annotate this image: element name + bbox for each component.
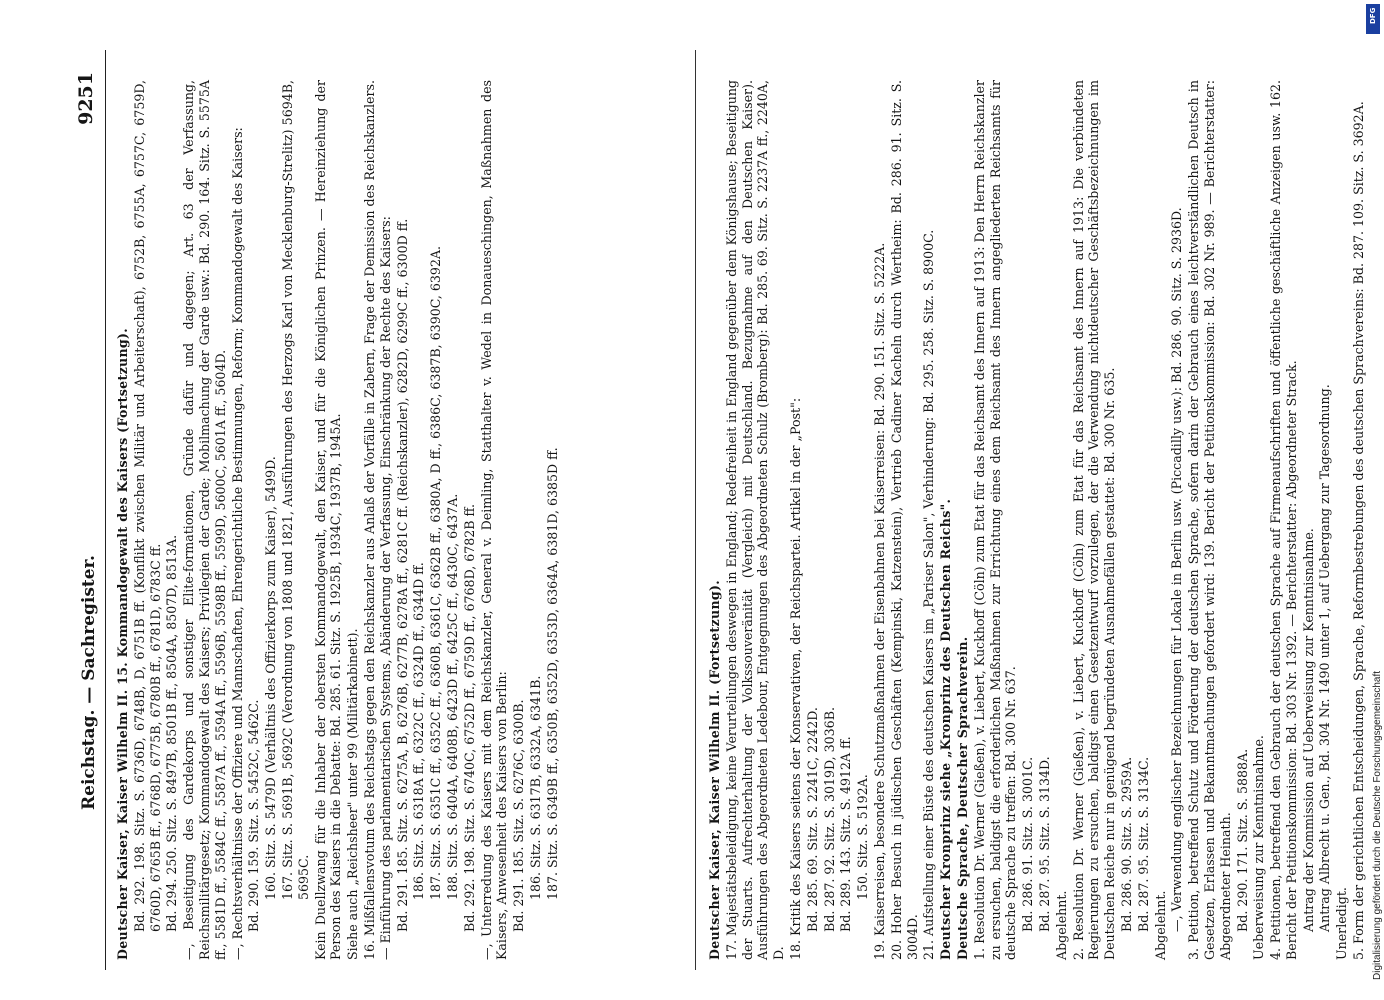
page-number: 9251 [75,72,97,125]
entry-reference: 186. Sitz. S. 6318A ff., 6322C ff., 6324D ff., 6344D ff. [411,562,427,900]
entry-reference: Bd. 290. 171. Sitz. S. 5888A. [1234,748,1250,932]
entry-status: Ueberweisung zur Kenntnisnahme. [1251,735,1267,960]
entry-paragraph: 18. Kritik des Kaisers seitens der Konservativen, der Reichspartei. Artikel in der „Post": [787,397,803,960]
entry-heading: Deutsche Sprache, Deutscher Sprachverein. [954,636,970,960]
entry-paragraph: —, Rechtsverhältnisse der Offiziere und Mannschaften, Ehrengerichtliche Bestimmungen, Reform; Kommandogewalt des Kaisers: [229,127,245,960]
entry-paragraph: 20. Hoher Besuch in jüdischen Geschäften (Kempinski, Katzenstein), Vertrieb Cadiner Kacheln durch Wertheim: Bd. 286. 91. Sitz. S. 3004D. [888,80,920,960]
entry-reference: Bd. 286. 90. Sitz. S. 2959A. [1118,756,1134,932]
entry-reference: Bd. 292. 198. Sitz. S. 6736D, 6748B, D, 6751B ff. (Konflikt zwischen Militär und Arbeiterschaft), 6752B, 6755A, 6757C, 6759D, 6760D, 6765B ff., 6768D, 6775B, 6780B ff., 6781D, 6783C ff. [131,80,163,932]
entry-paragraph: 4. Petitionen, betreffend den Gebrauch der deutschen Sprache auf Firmenaufschriften und öffentliche geschäftliche Anzeigen usw. 162. Bericht der Petitionskommission: Bd. 303 Nr. 1392. — Berichterstatter: Abgeordneter Strack. [1268,80,1299,960]
entry-reference: 187. Sitz. S. 6351C ff., 6352C ff., 6360B, 6361C, 6362B ff., 6380A, D ff., 6386C, 6387B, 6390C, 6392A. [428,245,444,900]
dfg-logo-text: DFG [1369,7,1377,24]
entry-paragraph: —, Beseitigung des Gardekorps und sonstiger Elite-formationen, Gründe dafür und dagegen; Art. 63 der Verfassung, Reichsmilitärgesetz; Kommandogewalt des Kaisers; Privilegien der Garde; Mobilmachung der Garde usw.: Bd. 290. 164. Sitz. S. 5575A ff., 5581D ff., 5584C ff., 5587A ff., 5594A ff., 5596B, 5598B ff., 5599D, 5600C, 5601A ff., 5604D. [181,80,228,960]
entry-reference: Bd. 291. 185. Sitz. S. 6275A, B, 6276B, 6277B, 6278A ff., 6281C ff. (Reichskanzler), 6282D, 6299C ff., 6300D ff. [394,218,410,932]
entry-reference: Bd. 292. 198. Sitz. S. 6740C, 6752D ff., 6759D ff., 6768D, 6782B ff. [461,503,477,932]
entry-reference: Bd. 291. 185. Sitz. S. 6276C, 6300B. [511,699,527,932]
entry-status: Unerledigt. [1334,887,1350,960]
entry-reference: Bd. 294. 250. Sitz. S. 8497B, 8501B ff., 8504A, 8507D, 8513A. [164,534,180,932]
entry-heading: Deutscher Kronprinz siehe „Kronprinz des Deutschen Reichs". [938,498,954,960]
entry-reference: Bd. 287. 95. Sitz. S. 3134C. [1135,756,1151,932]
header-rule [105,50,106,970]
running-title: Reichstag. — Sachregister. [79,555,99,810]
entry-status: Abgelehnt. [1053,890,1069,960]
rotated-page-content [75,50,1367,970]
entry-reference: 188. Sitz. S. 6404A, 6408B, 6423D ff., 6425C ff., 6430C, 6437A. [444,493,460,900]
see-also: Siehe auch „Reichsheer" unter 99 (Militärkabinett). [345,628,361,960]
entry-reference: 160. Sitz. S. 5479D (Verhältnis des Offizierkorps zum Kaiser), 5499D. [263,456,279,900]
entry-paragraph: Kein Duellzwang für die Inhaber der obersten Kommandogewalt, den Kaiser, und für die Königlichen Prinzen. — Hereinziehung der Person des Kaisers in die Debatte: Bd. 285. 61. Sitz. S. 1925B, 1934C, 1937B, 1945A. [312,80,344,960]
entry-reference: 187. Sitz. S. 6349B ff., 6350B, 6352D, 6353D, 6364A, 6381D, 6385D ff. [544,447,560,900]
credit-line [1372,40,1384,980]
entry-heading: Deutscher Kaiser, Kaiser Wilhelm II. (Fortsetzung). [707,580,722,960]
entry-paragraph: Antrag der Kommission auf Ueberweisung zur Kenntnisnahme. [1300,528,1316,932]
entry-paragraph: 16. Mißfallensvotum des Reichstags gegen den Reichskanzler aus Anlaß der Vorfälle in Zabern, Frage der Demission des Reichskanzlers. — Einführung des parlamentarischen Systems, Abänderung der Verfassung, Einschränkung der Rechte des Kaisers: [361,80,393,960]
entry-paragraph: Antrag Albrecht u. Gen., Bd. 304 Nr. 1490 unter 1, auf Uebergang zur Tagesordnung. [1317,384,1333,932]
page-header [75,50,109,970]
entry-reference: 167. Sitz. S. 5691B, 5692C (Verordnung von 1808 und 1821, Ausführungen des Herzogs Karl von Mecklenburg-Strelitz) 5694B, 5695C. [279,80,311,900]
dfg-logo [1366,4,1380,34]
column-left [115,80,687,960]
column-divider [695,50,696,970]
entry-reference: Bd. 287. 95. Sitz. S. 3134D. [1036,756,1052,932]
entry-paragraph: 5. Form der gerichtlichen Entscheidungen, Sprache, Reformbestrebungen des deutschen Sprachvereins: Bd. 287. 109. Sitz. S. 3692A. [1351,101,1367,960]
entry-paragraph: 17. Majestätsbeleidigung, keine Verurteilungen deswegen in England; Redefreiheit in England gegenüber dem Königshause; Beseitigung der Stuarts. Aufrechterhaltung der Volkssouveränität (Vergleich) mit Deutschland. Bezugnahme auf den Deutschen Kaiser). Ausführungen des Abgeordneten Ledebour, Entgegnungen des Abgeordneten Schulz (Bromberg): Bd. 285. 69. Sitz. S. 2237A ff., 2240A, D. [723,80,787,960]
credit-text: Digitalisierung gefördert durch die Deutsche Forschungsgemeinschaft [1372,670,1383,980]
entry-paragraph: 21. Aufstellung einer Büste des deutschen Kaisers im „Pariser Salon", Verhinderung: Bd. 295. 258. Sitz. S. 8900C. [921,229,937,960]
entry-paragraph: 2. Resolution Dr. Werner (Gießen), v. Liebert, Kuckhoff (Cöln) zum Etat für das Reichsamt des Innern auf 1913: Die verbündeten Regierungen zu ersuchen, baldigst einen Gesetzentwurf vorzulegen, der die Verwendung nichtdeutscher Geschäftsbezeichnungen im Deutschen Reiche nur in genügend begründeten Ausnahmefällen gestattet: Bd. 300 Nr. 635. [1070,80,1118,960]
entry-paragraph: —, Unterredung des Kaisers mit dem Reichskanzler, General v. Deimling, Statthalter v. Wedel in Donaueschingen, Maßnahmen des Kaisers, Anwesenheit des Kaisers von Berlin: [478,80,510,960]
entry-reference: Bd. 289. 143. Sitz. S. 4912A ff. [838,736,854,932]
entry-heading: Deutscher Kaiser, Kaiser Wilhelm II. 15. Kommandogewalt des Kaisers (Fortsetzung). [115,328,130,960]
entry-paragraph: 3. Petition, betreffend Schutz und Förderung der deutschen Sprache, sofern darin der Gebrauch eines leichtverständlichen Deutsch in Gesetzen, Erlassen und Bekanntmachungen gefordert wird: 139. Bericht der Petitionskommission: Bd. 302 Nr. 989. — Berichterstatter: Abgeordneter Heinath. [1186,80,1233,960]
entry-paragraph: 19. Kaiserreisen, besondere Schutzmaßnahmen der Eisenbahnen bei Kaiserreisen: Bd. 290. 151. Sitz. S. 5222A. [871,242,887,960]
entry-reference: 150. Sitz. S. 5192A. [855,774,871,900]
column-right [707,80,1367,960]
entry-reference: Bd. 290. 159. Sitz. S. 5452C, 5462C. [246,699,262,932]
entry-status: Abgelehnt. [1152,890,1168,960]
entry-reference: 186. Sitz. S. 6317B, 6332A, 6341B. [527,675,543,900]
entry-reference: Bd. 285. 69. Sitz. S. 2241C, 2242D. [804,707,820,932]
entry-paragraph: 1. Resolution Dr. Werner (Gießen), v. Liebert, Kuckhoff (Cöln) zum Etat für das Reichsamt des Innern auf 1913: Den Herrn Reichskanzler zu ersuchen, baldigst die erforderlichen Maßnahmen zur Errichtung eines dem Reichsamt des Innern angegliederten Reichsamts für deutsche Sprache zu treffen: Bd. 300 Nr. 637. [971,80,1019,960]
entry-reference: Bd. 286. 91. Sitz. S. 3001C. [1020,756,1036,932]
entry-reference: Bd. 287. 92. Sitz. S. 3019D, 3036B. [821,707,837,932]
entry-paragraph: —, Verwendung englischer Bezeichnungen für Lokale in Berlin usw. (Piccadilly usw.): Bd. 286. 90. Sitz. S. 2936D. [1169,207,1185,932]
